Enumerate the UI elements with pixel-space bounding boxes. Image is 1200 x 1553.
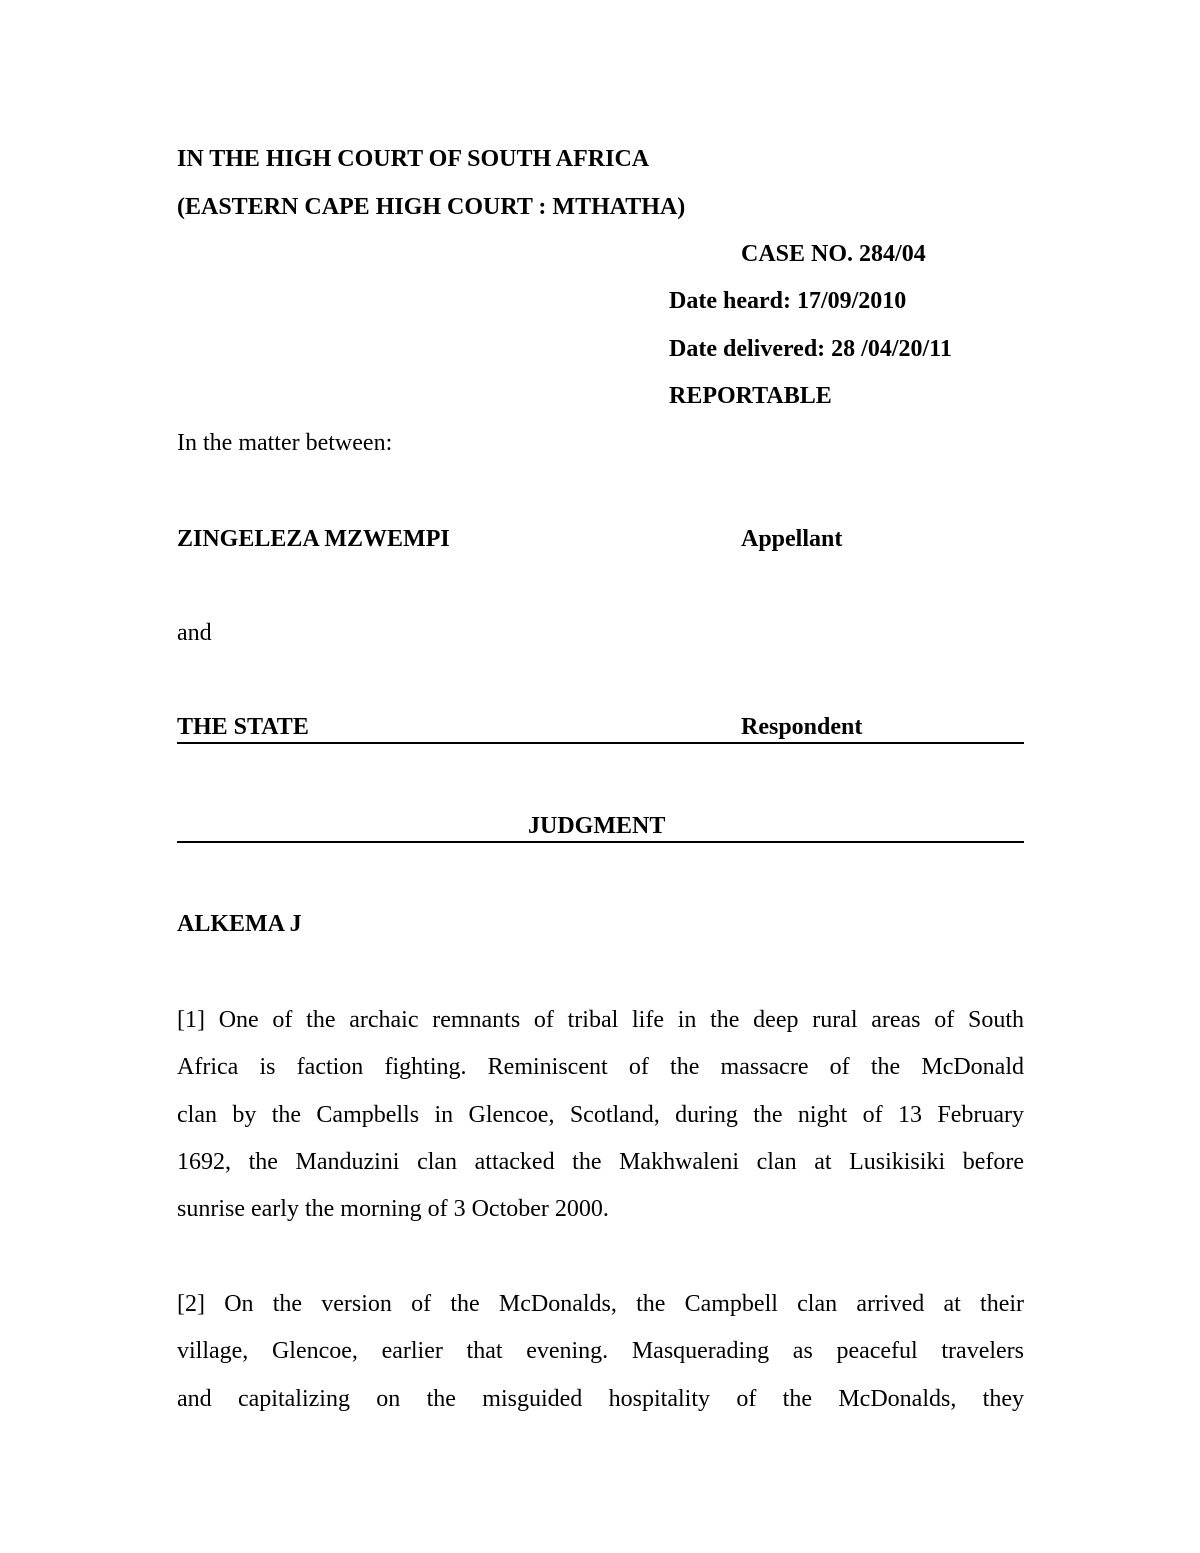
- paragraph-2-line: village, Glencoe, earlier that evening. Masquerading as peaceful travelers: [177, 1338, 1024, 1365]
- court-name: IN THE HIGH COURT OF SOUTH AFRICA: [177, 146, 650, 172]
- paragraph-1: [177, 1005, 1024, 1241]
- paragraph-1-line: [1] One of the archaic remnants of tribal life in the deep rural areas of South: [177, 1007, 1024, 1033]
- paragraph-2-line: and capitalizing on the misguided hospitality of the McDonalds, they: [177, 1385, 1024, 1412]
- respondent-role: Respondent: [741, 714, 863, 740]
- paragraph-1-line: 1692, the Manduzini clan attacked the Makhwaleni clan at Lusikisiki before: [177, 1148, 1024, 1175]
- appellant-role: Appellant: [741, 526, 843, 552]
- case-number: CASE NO. 284/04: [741, 241, 926, 267]
- paragraph-1-line: Africa is faction fighting. Reminiscent of the massacre of the McDonald: [177, 1054, 1024, 1081]
- paragraph-1-line: sunrise early the morning of 3 October 2000.: [177, 1196, 609, 1223]
- court-division: (EASTERN CAPE HIGH COURT : MTHATHA): [177, 194, 686, 220]
- judgment-title: JUDGMENT: [528, 813, 666, 839]
- reportable-label: REPORTABLE: [669, 383, 832, 409]
- date-heard: Date heard: 17/09/2010: [669, 288, 907, 314]
- paragraph-2-line: [2] On the version of the McDonalds, the Campbell clan arrived at their: [177, 1291, 1024, 1317]
- appellant-name: ZINGELEZA MZWEMPI: [177, 526, 450, 552]
- matter-intro: In the matter between:: [177, 430, 393, 456]
- paragraph-2: [177, 1289, 1024, 1431]
- judgment-divider: [177, 841, 1024, 843]
- parties-divider: [177, 742, 1024, 744]
- judge-name: ALKEMA J: [177, 911, 302, 937]
- paragraph-1-line: clan by the Campbells in Glencoe, Scotland, during the night of 13 February: [177, 1101, 1024, 1128]
- date-delivered: Date delivered: 28 /04/20/11: [669, 336, 952, 362]
- respondent-name: THE STATE: [177, 714, 309, 740]
- conjunction-and: and: [177, 620, 212, 646]
